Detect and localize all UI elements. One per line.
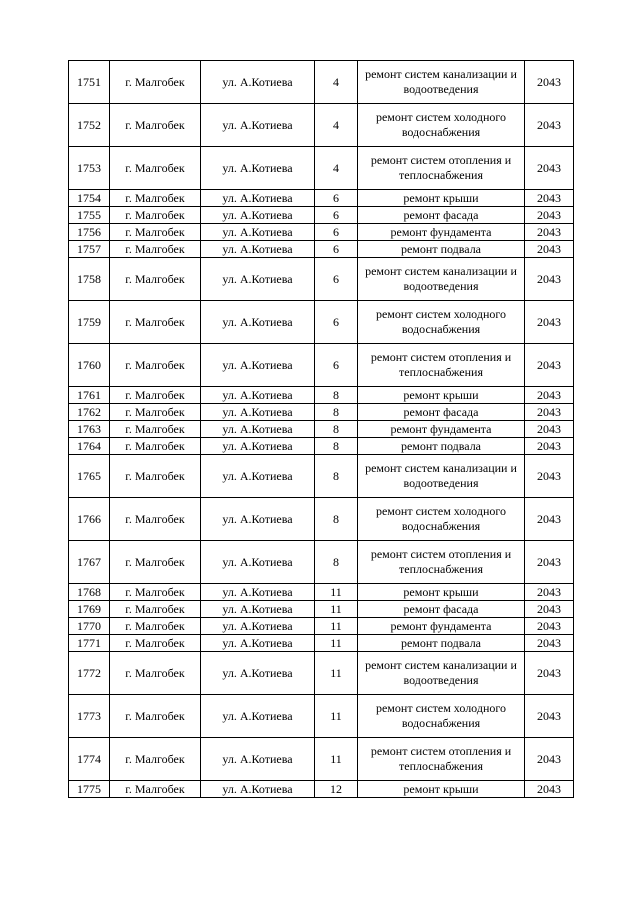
city-cell: г. Малгобек [110,635,201,652]
work-type-cell: ремонт подвала [358,438,525,455]
work-type-cell: ремонт систем канализации и водоотведения [358,61,525,104]
city-cell: г. Малгобек [110,781,201,798]
year-cell: 2043 [525,147,574,190]
city-cell: г. Малгобек [110,695,201,738]
table-row [69,404,574,421]
street-cell: ул. А.Котиева [201,635,315,652]
street-cell: ул. А.Котиева [201,207,315,224]
street-cell: ул. А.Котиева [201,387,315,404]
row-number-cell: 1771 [69,635,110,652]
table-row [69,498,574,541]
work-type-cell: ремонт фасада [358,207,525,224]
street-cell: ул. А.Котиева [201,190,315,207]
year-cell: 2043 [525,61,574,104]
house-number-cell: 4 [315,104,358,147]
street-cell: ул. А.Котиева [201,421,315,438]
city-cell: г. Малгобек [110,147,201,190]
table-row [69,224,574,241]
row-number-cell: 1766 [69,498,110,541]
table-row [69,438,574,455]
table-row [69,781,574,798]
row-number-cell: 1759 [69,301,110,344]
city-cell: г. Малгобек [110,652,201,695]
row-number-cell: 1773 [69,695,110,738]
year-cell: 2043 [525,455,574,498]
house-number-cell: 4 [315,147,358,190]
street-cell: ул. А.Котиева [201,455,315,498]
house-number-cell: 11 [315,584,358,601]
street-cell: ул. А.Котиева [201,258,315,301]
table-row [69,695,574,738]
row-number-cell: 1757 [69,241,110,258]
house-number-cell: 11 [315,618,358,635]
year-cell: 2043 [525,652,574,695]
row-number-cell: 1763 [69,421,110,438]
row-number-cell: 1768 [69,584,110,601]
work-type-cell: ремонт подвала [358,635,525,652]
row-number-cell: 1754 [69,190,110,207]
work-type-cell: ремонт систем холодного водоснабжения [358,498,525,541]
city-cell: г. Малгобек [110,344,201,387]
city-cell: г. Малгобек [110,301,201,344]
house-number-cell: 8 [315,455,358,498]
table-row [69,104,574,147]
row-number-cell: 1774 [69,738,110,781]
year-cell: 2043 [525,344,574,387]
table-body [69,61,574,798]
street-cell: ул. А.Котиева [201,781,315,798]
table-row [69,635,574,652]
row-number-cell: 1764 [69,438,110,455]
street-cell: ул. А.Котиева [201,61,315,104]
house-number-cell: 12 [315,781,358,798]
work-type-cell: ремонт фундамента [358,618,525,635]
table-row [69,147,574,190]
year-cell: 2043 [525,241,574,258]
year-cell: 2043 [525,498,574,541]
work-type-cell: ремонт фундамента [358,421,525,438]
works-table [68,60,574,798]
city-cell: г. Малгобек [110,224,201,241]
street-cell: ул. А.Котиева [201,601,315,618]
street-cell: ул. А.Котиева [201,104,315,147]
year-cell: 2043 [525,190,574,207]
row-number-cell: 1753 [69,147,110,190]
city-cell: г. Малгобек [110,584,201,601]
row-number-cell: 1775 [69,781,110,798]
row-number-cell: 1752 [69,104,110,147]
table-row [69,301,574,344]
year-cell: 2043 [525,207,574,224]
year-cell: 2043 [525,695,574,738]
work-type-cell: ремонт систем холодного водоснабжения [358,301,525,344]
work-type-cell: ремонт систем отопления и теплоснабжения [358,147,525,190]
house-number-cell: 8 [315,438,358,455]
work-type-cell: ремонт систем холодного водоснабжения [358,104,525,147]
house-number-cell: 6 [315,258,358,301]
house-number-cell: 8 [315,387,358,404]
city-cell: г. Малгобек [110,541,201,584]
row-number-cell: 1767 [69,541,110,584]
table-row [69,652,574,695]
city-cell: г. Малгобек [110,738,201,781]
row-number-cell: 1765 [69,455,110,498]
row-number-cell: 1772 [69,652,110,695]
house-number-cell: 6 [315,241,358,258]
work-type-cell: ремонт систем канализации и водоотведения [358,455,525,498]
city-cell: г. Малгобек [110,404,201,421]
work-type-cell: ремонт крыши [358,781,525,798]
street-cell: ул. А.Котиева [201,695,315,738]
row-number-cell: 1756 [69,224,110,241]
city-cell: г. Малгобек [110,498,201,541]
house-number-cell: 8 [315,498,358,541]
work-type-cell: ремонт систем холодного водоснабжения [358,695,525,738]
year-cell: 2043 [525,104,574,147]
table-row [69,541,574,584]
table-row [69,601,574,618]
row-number-cell: 1758 [69,258,110,301]
work-type-cell: ремонт систем отопления и теплоснабжения [358,738,525,781]
year-cell: 2043 [525,618,574,635]
table-row [69,190,574,207]
street-cell: ул. А.Котиева [201,652,315,695]
city-cell: г. Малгобек [110,618,201,635]
year-cell: 2043 [525,601,574,618]
city-cell: г. Малгобек [110,601,201,618]
house-number-cell: 8 [315,421,358,438]
table-row [69,258,574,301]
table-row [69,455,574,498]
table-row [69,207,574,224]
row-number-cell: 1751 [69,61,110,104]
table-row [69,738,574,781]
table-row [69,421,574,438]
table-row [69,344,574,387]
street-cell: ул. А.Котиева [201,344,315,387]
table-row [69,241,574,258]
work-type-cell: ремонт систем отопления и теплоснабжения [358,344,525,387]
city-cell: г. Малгобек [110,207,201,224]
street-cell: ул. А.Котиева [201,241,315,258]
street-cell: ул. А.Котиева [201,438,315,455]
house-number-cell: 4 [315,61,358,104]
year-cell: 2043 [525,258,574,301]
work-type-cell: ремонт фасада [358,601,525,618]
city-cell: г. Малгобек [110,387,201,404]
city-cell: г. Малгобек [110,455,201,498]
street-cell: ул. А.Котиева [201,541,315,584]
city-cell: г. Малгобек [110,241,201,258]
city-cell: г. Малгобек [110,190,201,207]
year-cell: 2043 [525,584,574,601]
house-number-cell: 6 [315,224,358,241]
house-number-cell: 8 [315,404,358,421]
row-number-cell: 1755 [69,207,110,224]
row-number-cell: 1762 [69,404,110,421]
table-row [69,61,574,104]
street-cell: ул. А.Котиева [201,404,315,421]
street-cell: ул. А.Котиева [201,618,315,635]
work-type-cell: ремонт крыши [358,190,525,207]
city-cell: г. Малгобек [110,61,201,104]
work-type-cell: ремонт крыши [358,387,525,404]
street-cell: ул. А.Котиева [201,301,315,344]
year-cell: 2043 [525,301,574,344]
year-cell: 2043 [525,781,574,798]
city-cell: г. Малгобек [110,438,201,455]
row-number-cell: 1770 [69,618,110,635]
row-number-cell: 1760 [69,344,110,387]
year-cell: 2043 [525,635,574,652]
work-type-cell: ремонт систем отопления и теплоснабжения [358,541,525,584]
house-number-cell: 11 [315,601,358,618]
street-cell: ул. А.Котиева [201,147,315,190]
house-number-cell: 11 [315,635,358,652]
year-cell: 2043 [525,404,574,421]
work-type-cell: ремонт подвала [358,241,525,258]
year-cell: 2043 [525,438,574,455]
house-number-cell: 11 [315,695,358,738]
work-type-cell: ремонт фасада [358,404,525,421]
row-number-cell: 1761 [69,387,110,404]
year-cell: 2043 [525,738,574,781]
year-cell: 2043 [525,421,574,438]
city-cell: г. Малгобек [110,421,201,438]
work-type-cell: ремонт систем канализации и водоотведения [358,652,525,695]
row-number-cell: 1769 [69,601,110,618]
house-number-cell: 6 [315,207,358,224]
city-cell: г. Малгобек [110,258,201,301]
street-cell: ул. А.Котиева [201,224,315,241]
house-number-cell: 6 [315,301,358,344]
street-cell: ул. А.Котиева [201,584,315,601]
table-row [69,387,574,404]
work-type-cell: ремонт систем канализации и водоотведения [358,258,525,301]
work-type-cell: ремонт крыши [358,584,525,601]
year-cell: 2043 [525,224,574,241]
house-number-cell: 8 [315,541,358,584]
street-cell: ул. А.Котиева [201,738,315,781]
year-cell: 2043 [525,541,574,584]
table-row [69,618,574,635]
city-cell: г. Малгобек [110,104,201,147]
year-cell: 2043 [525,387,574,404]
house-number-cell: 6 [315,190,358,207]
house-number-cell: 11 [315,738,358,781]
street-cell: ул. А.Котиева [201,498,315,541]
house-number-cell: 11 [315,652,358,695]
table-row [69,584,574,601]
work-type-cell: ремонт фундамента [358,224,525,241]
house-number-cell: 6 [315,344,358,387]
